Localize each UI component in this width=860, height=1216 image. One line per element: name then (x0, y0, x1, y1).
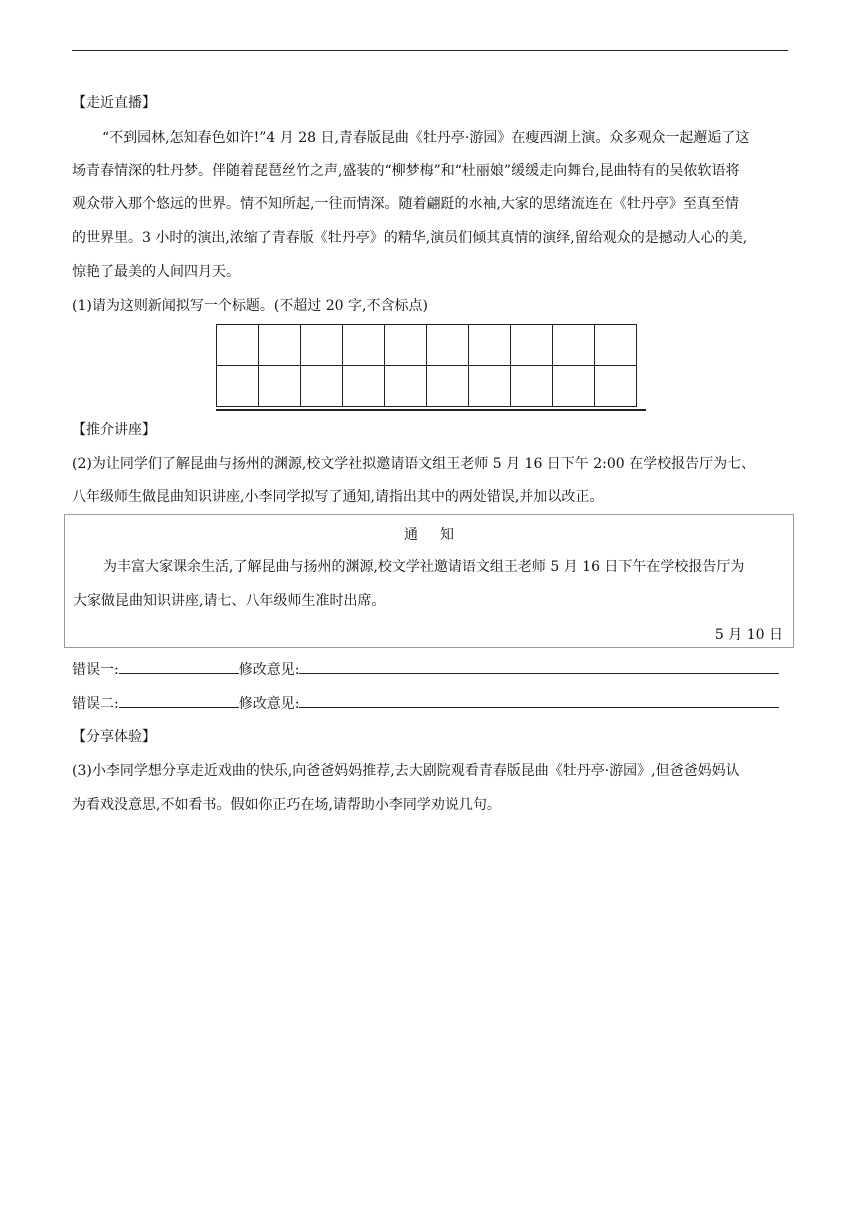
question-3-line: 为看戏没意思,不如看书。假如你正巧在场,请帮助小李同学劝说几句。 (72, 797, 501, 813)
grid-cell[interactable] (595, 325, 637, 366)
news-paragraph-line: 惊艳了最美的人间四月天。 (72, 264, 240, 280)
grid-cell[interactable] (343, 325, 385, 366)
section-heading-share: 【分享体验】 (72, 729, 156, 745)
grid-cell[interactable] (217, 366, 259, 407)
grid-cell[interactable] (427, 325, 469, 366)
fix-2-blank[interactable] (299, 692, 779, 708)
grid-cell[interactable] (427, 366, 469, 407)
error-2-label: 错误二: (72, 696, 119, 712)
grid-bottom-rule (216, 409, 646, 411)
notice-body-line: 为丰富大家课余生活,了解昆曲与扬州的渊源,校文学社邀请语文组王老师 5 月 16 日下午在学校报告厅为 (103, 559, 745, 575)
grid-cell[interactable] (511, 325, 553, 366)
news-paragraph-line: 的世界里。3 小时的演出,浓缩了青春版《牡丹亭》的精华,演员们倾其真情的演绎,留给观众的是撼动人心的美, (72, 230, 748, 246)
grid-cell[interactable] (385, 325, 427, 366)
grid-cell[interactable] (469, 325, 511, 366)
grid-cell[interactable] (469, 366, 511, 407)
grid-row (217, 325, 637, 366)
news-paragraph-line: “不到园林,怎知春色如许!”4 月 28 日,青春版昆曲《牡丹亭·游园》在瘦西湖上演。众多观众一起邂逅了这 (102, 130, 750, 146)
grid-cell[interactable] (259, 366, 301, 407)
grid-cell[interactable] (553, 325, 595, 366)
grid-cell[interactable] (301, 366, 343, 407)
error-1-label: 错误一: (72, 662, 119, 678)
error-2-blank[interactable] (119, 692, 239, 708)
notice-box (64, 514, 794, 648)
grid-cell[interactable] (259, 325, 301, 366)
question-3-line: (3)小李同学想分享走近戏曲的快乐,向爸爸妈妈推荐,去大剧院观看青春版昆曲《牡丹亭·游园》,但爸爸妈妈认 (72, 763, 740, 779)
grid-cell[interactable] (217, 325, 259, 366)
header-rule (72, 50, 788, 51)
grid-cell[interactable] (595, 366, 637, 407)
grid-cell[interactable] (511, 366, 553, 407)
fix-1-label: 修改意见: (238, 662, 300, 678)
grid-cell[interactable] (553, 366, 595, 407)
question-2-line: 八年级师生做昆曲知识讲座,小李同学拟写了通知,请指出其中的两处错误,并加以改正。 (72, 489, 604, 505)
grid-row (217, 366, 637, 407)
news-paragraph-line: 场青春情深的牡丹梦。伴随着琵琶丝竹之声,盛装的“柳梦梅”和“杜丽娘”缓缓走向舞台,昆曲特有的吴侬软语将 (72, 163, 740, 179)
section-heading-live: 【走近直播】 (72, 95, 156, 111)
title-answer-grid[interactable] (216, 324, 637, 407)
section-heading-lecture: 【推介讲座】 (72, 422, 156, 438)
answer-row-error-1 (72, 658, 792, 680)
notice-body-line: 大家做昆曲知识讲座,请七、八年级师生准时出席。 (73, 593, 386, 609)
grid-cell[interactable] (343, 366, 385, 407)
fix-2-label: 修改意见: (238, 696, 300, 712)
question-1: (1)请为这则新闻拟写一个标题。(不超过 20 字,不含标点) (72, 298, 428, 314)
fix-1-blank[interactable] (299, 658, 779, 674)
error-1-blank[interactable] (119, 658, 239, 674)
question-2-line: (2)为让同学们了解昆曲与扬州的渊源,校文学社拟邀请语文组王老师 5 月 16 日下午 2:00 在学校报告厅为七、 (72, 456, 756, 472)
notice-title: 通知 (404, 527, 476, 543)
news-paragraph-line: 观众带入那个悠远的世界。情不知所起,一往而情深。随着翩跹的水袖,大家的思绪流连在《牡丹亭》至真至情 (72, 196, 739, 212)
notice-date: 5 月 10 日 (714, 627, 783, 643)
grid-cell[interactable] (385, 366, 427, 407)
grid-cell[interactable] (301, 325, 343, 366)
answer-row-error-2 (72, 692, 792, 714)
